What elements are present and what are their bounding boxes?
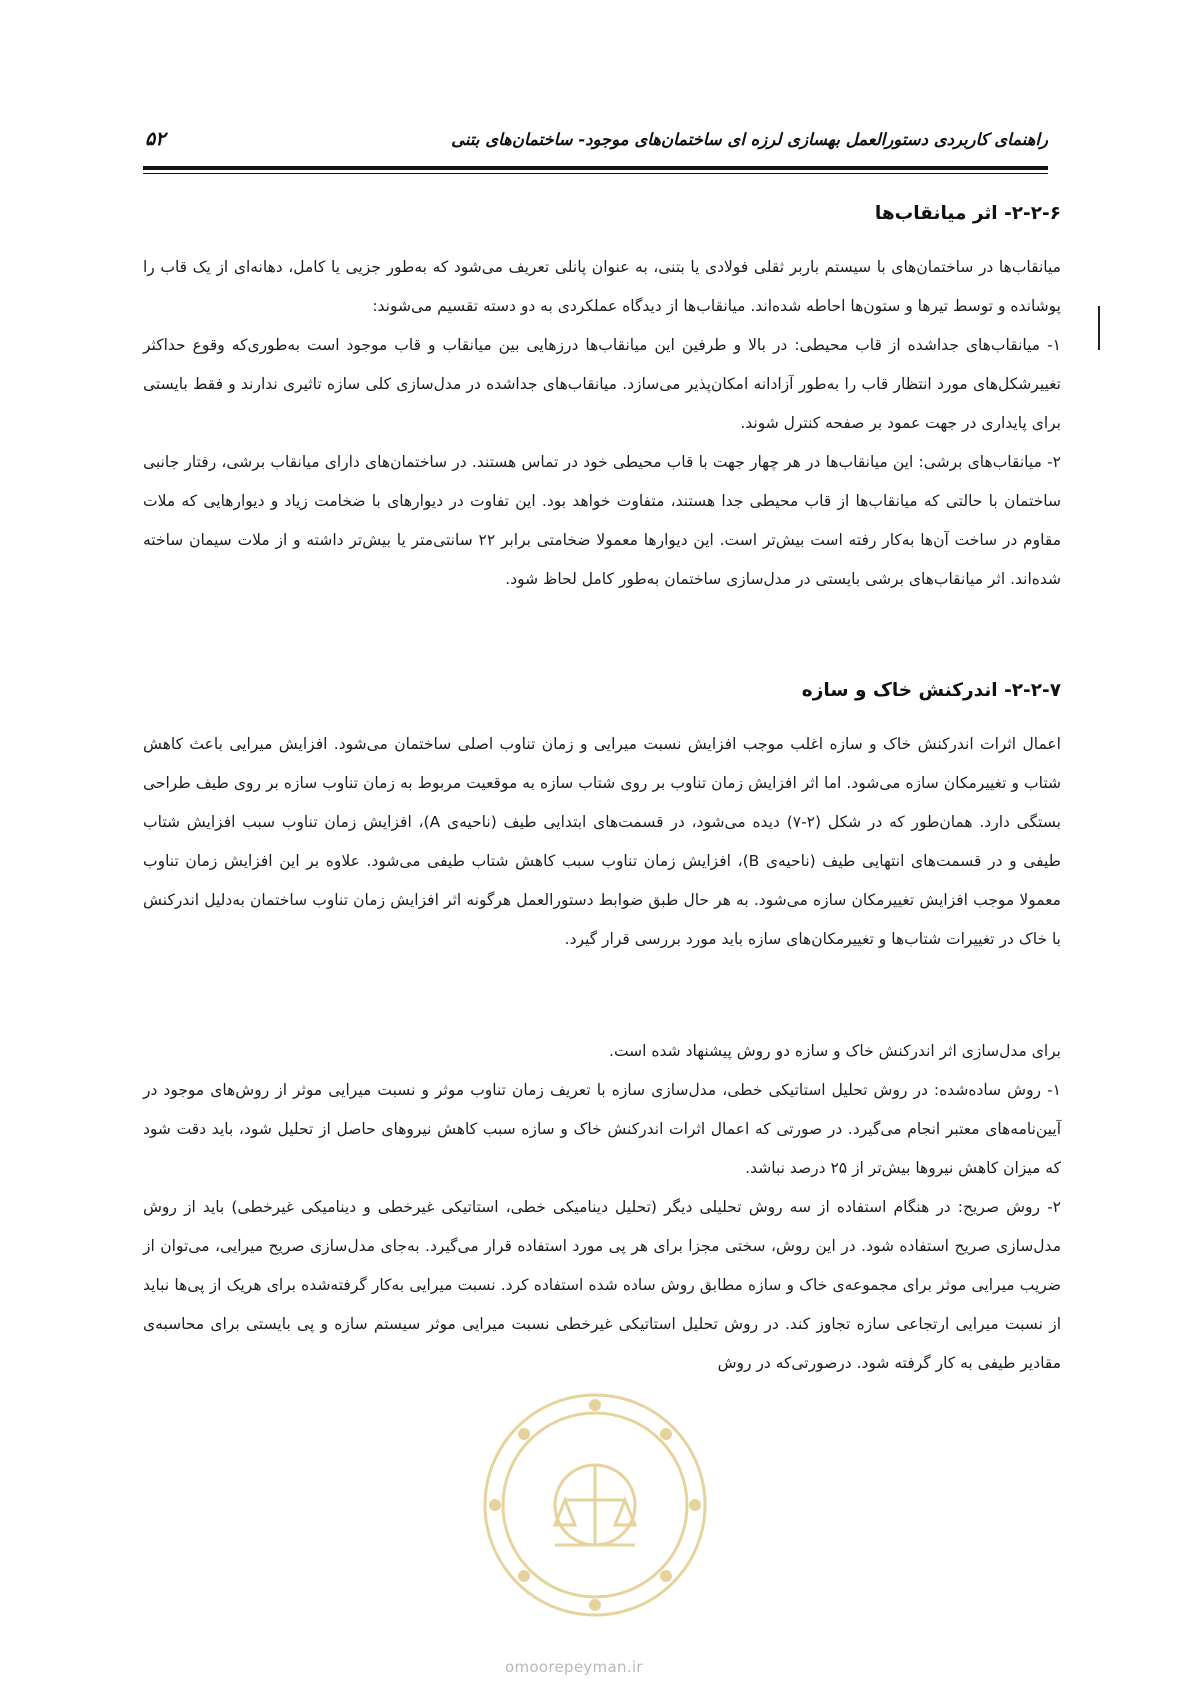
paragraph-infills-intro: میانقاب‌ها در ساختمان‌های با سیستم باربر ثقلی فولادی یا بتنی، به عنوان پانلی تعریف می‌شود که به‌طور جزیی یا کامل، دهانه‌ای از یک قاب را پوشانده و توسط تیرها و ستون‌ها احاطه شده‌اند. میانقاب‌ها از دیدگاه عملکردی به دو دسته تقسیم می‌شوند: [143,258,1061,315]
paragraph-ssi-2: برای مدل‌سازی اثر اندرکنش خاک و سازه دو روش پیشنهاد شده است. [609,1042,1061,1060]
watermark-text: omoorepeyman.ir [505,1658,643,1676]
section-heading-infills: ۲-۲-۶- اثر میانقاب‌ها [874,203,1061,224]
watermark-seal [470,1380,720,1630]
page-number: ۵۲ [145,128,166,150]
paragraph-infills-item1: ۱- میانقاب‌های جداشده از قاب محیطی: در بالا و طرفین این میانقاب‌ها درزهایی بین میانقاب و قاب موجود است به‌طوری‌که وقوع حداکثر تغییرشکل‌های مورد انتظار قاب را به‌طور آزادانه امکان‌پذیر می‌سازد. میانقاب‌های جداشده در مدل‌سازی کلی سازه تاثیری ندارند و فقط بایستی برای پایداری در جهت عمود بر صفحه کنترل شوند. [143,336,1061,432]
running-header [143,126,1048,166]
header-title: راهنمای کاربردی دستورالعمل بهسازی لرزه ای ساختمان‌های موجود- ساختمان‌های بتنی [451,130,1048,149]
change-bar [1098,306,1100,350]
paragraph-infills-item2: ۲- میانقاب‌های برشی: این میانقاب‌ها در هر چهار جهت با قاب محیطی خود در تماس هستند. در ساختمان‌های دارای میانقاب برشی، رفتار جانبی ساختمان با حالتی که میانقاب‌ها از قاب محیطی جدا هستند، متفاوت خواهد بود. این تفاوت در دیوارهای با ضخامت زیاد و دیوارهایی که ملات مقاوم در ساخت آن‌ها به‌کار رفته است بیش‌تر است. این دیوارها معمولا ضخامتی برابر ۲۲ سانتی‌متر یا بیش‌تر داشته و از ملات سیمان ساخته شده‌اند. اثر میانقاب‌های برشی بایستی در مدل‌سازی ساختمان به‌طور کامل لحاظ شود. [143,453,1062,588]
section-heading-ssi: ۲-۲-۷- اندرکنش خاک و سازه [801,680,1061,701]
paragraph-method-1: ۱- روش ساده‌شده: در روش تحلیل استاتیکی خطی، مدل‌سازی سازه با تعریف زمان تناوب موثر و نسبت میرایی موثر از روش‌های موجود در آیین‌نامه‌های معتبر انجام می‌گیرد. در صورتی که اعمال اثرات اندرکنش خاک و سازه سبب کاهش نیروهای حاصل از تحلیل شود، باید دقت شود که میزان کاهش نیروها بیش‌تر از ۲۵ درصد نباشد. [143,1081,1061,1177]
header-rule-thick [143,166,1048,170]
paragraph-method-2: ۲- روش صریح: در هنگام استفاده از سه روش تحلیلی دیگر (تحلیل دینامیکی خطی، استاتیکی غیرخطی و دینامیکی غیرخطی) باید از روش مدل‌سازی صریح استفاده شود. در این روش، سختی مجزا برای هر پی مورد استفاده قرار می‌گیرد. به‌جای مدل‌سازی صریح میرایی، می‌توان از ضریب میرایی موثر برای مجموعه‌ی خاک و سازه مطابق روش ساده شده استفاده کرد. نسبت میرایی به‌کار گرفته‌شده برای هریک از پی‌ها نباید از نسبت میرایی ارتجاعی سازه تجاوز کند. در روش تحلیل استاتیکی غیرخطی نسبت میرایی موثر سیستم سازه و پی بایستی برای محاسبه‌ی مقادیر طیفی به کار گرفته شود. درصورتی‌که در روش [143,1198,1061,1372]
paragraph-ssi-1: اعمال اثرات اندرکنش خاک و سازه اغلب موجب افزایش نسبت میرایی و زمان تناوب اصلی ساختمان می‌شود. افزایش میرایی باعث کاهش شتاب و تغییرمکان سازه می‌شود. اما اثر افزایش زمان تناوب بر روی شتاب سازه به موقعیت مربوط به زمان تناوب سازه بر روی طیف طراحی بستگی دارد. همان‌طور که در شکل (۲-۷) دیده می‌شود، در قسمت‌های ابتدایی طیف (ناحیه‌ی A)، افزایش زمان تناوب سبب افزایش شتاب طیفی و در قسمت‌های انتهایی طیف (ناحیه‌ی B)، افزایش زمان تناوب سبب کاهش شتاب طیفی می‌شود. علاوه بر این افزایش زمان تناوب معمولا موجب افزایش تغییرمکان سازه می‌شود. به هر حال طبق ضوابط دستورالعمل هرگونه اثر افزایش زمان تناوب ساختمان به‌دلیل اندرکنش با خاک در تغییرات شتاب‌ها و تغییرمکان‌های سازه باید مورد بررسی قرار گیرد. [143,735,1061,948]
header-rule-thin [143,173,1048,174]
